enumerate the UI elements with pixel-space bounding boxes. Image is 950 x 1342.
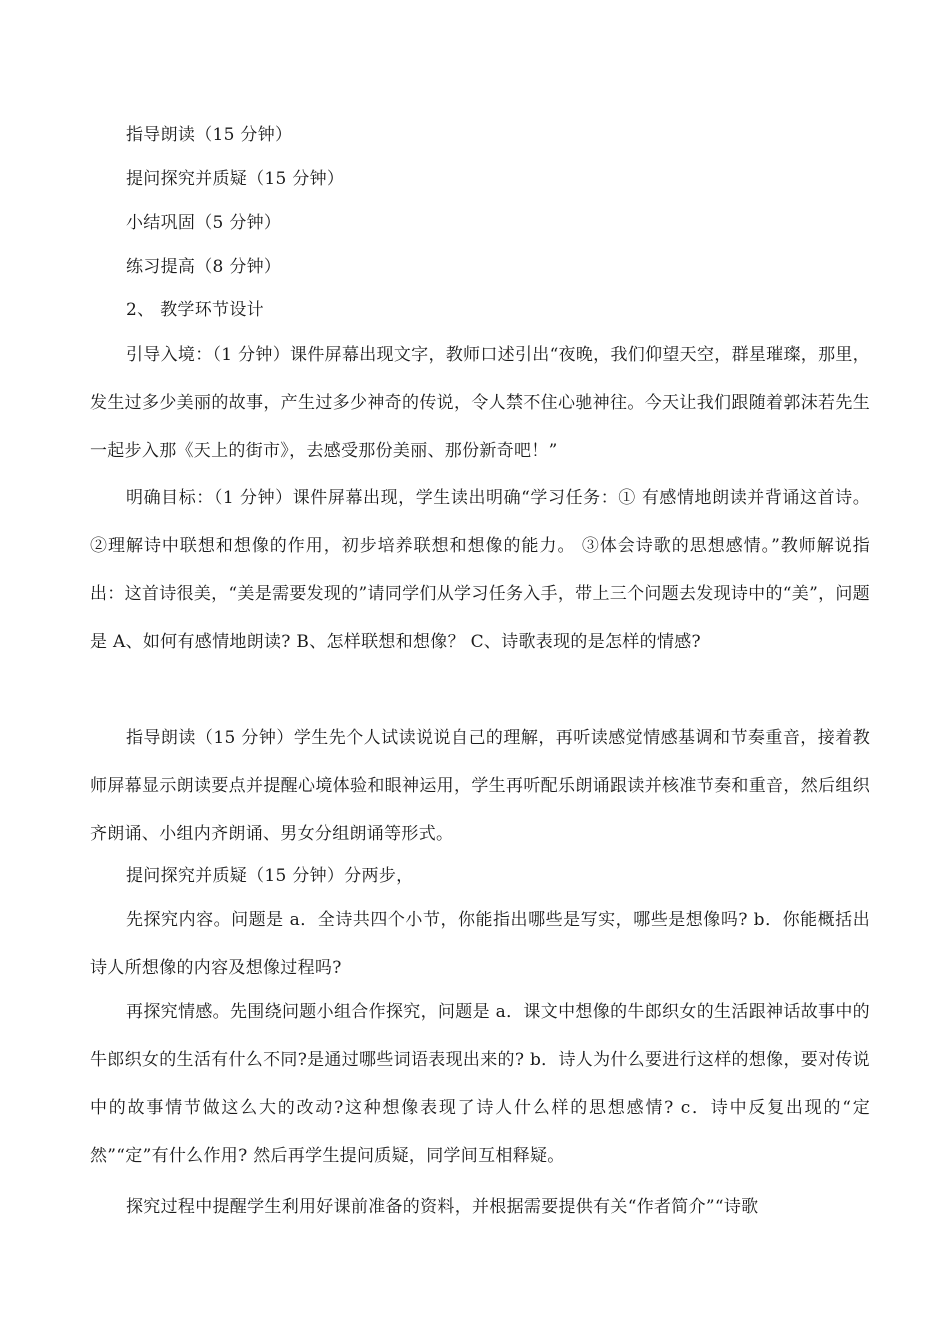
- outline-item-inquiry: 提问探究并质疑（15 分钟）: [126, 169, 345, 189]
- outline-item-summary: 小结巩固（5 分钟）: [126, 213, 282, 233]
- paragraph-introduction: 引导入境：（1 分钟）课件屏幕出现文字，教师口述引出“夜晚，我们仰望天空，群星璀璨，那里，发生过多少美丽的故事，产生过多少神奇的传说，令人禁不住心驰神往。今天让我们跟随着郭沫若先生一起步入那《天上的街市》，去感受那份美丽、那份新奇吧！”: [90, 345, 870, 461]
- paragraph-resources: 探究过程中提醒学生利用好课前准备的资料，并根据需要提供有关“作者简介”“诗歌: [126, 1197, 759, 1217]
- paragraph-inquiry-intro: 提问探究并质疑（15 分钟）分两步，: [126, 866, 414, 886]
- paragraph-objectives: 明确目标：（1 分钟）课件屏幕出现，学生读出明确“学习任务：① 有感情地朗读并背诵这首诗。②理解诗中联想和想像的作用，初步培养联想和想像的能力。 ③体会诗歌的思想感情。”教师解说指出：这首诗很美，“美是需要发现的”请同学们从学习任务入手，带上三个问题去发现诗中的“美”，问题是 A、如何有感情地朗读? B、怎样联想和想像？ C、诗歌表现的是怎样的情感?: [90, 488, 870, 652]
- outline-item-practice: 练习提高（8 分钟）: [126, 257, 282, 277]
- paragraph-emotion-inquiry: 再探究情感。先围绕问题小组合作探究，问题是 a．课文中想像的牛郎织女的生活跟神话故事中的牛郎织女的生活有什么不同?是通过哪些词语表现出来的? b．诗人为什么要进行这样的想像，要对传说中的故事情节做这么大的改动?这种想像表现了诗人什么样的思想感情? c．诗中反复出现的“定然”“定”有什么作用? 然后再学生提问质疑，同学间互相释疑。: [90, 1002, 870, 1166]
- section-heading: 2、 教学环节设计: [126, 300, 264, 320]
- paragraph-content-inquiry: 先探究内容。问题是 a．全诗共四个小节，你能指出哪些是写实，哪些是想像吗? b．你能概括出诗人所想像的内容及想像过程吗?: [90, 910, 870, 978]
- paragraph-reading-guidance: 指导朗读（15 分钟）学生先个人试读说说自己的理解，再听读感觉情感基调和节奏重音，接着教师屏幕显示朗读要点并提醒心境体验和眼神运用，学生再听配乐朗诵跟读并核准节奏和重音，然后组织齐朗诵、小组内齐朗诵、男女分组朗诵等形式。: [90, 728, 870, 844]
- outline-item-reading: 指导朗读（15 分钟）: [126, 125, 293, 145]
